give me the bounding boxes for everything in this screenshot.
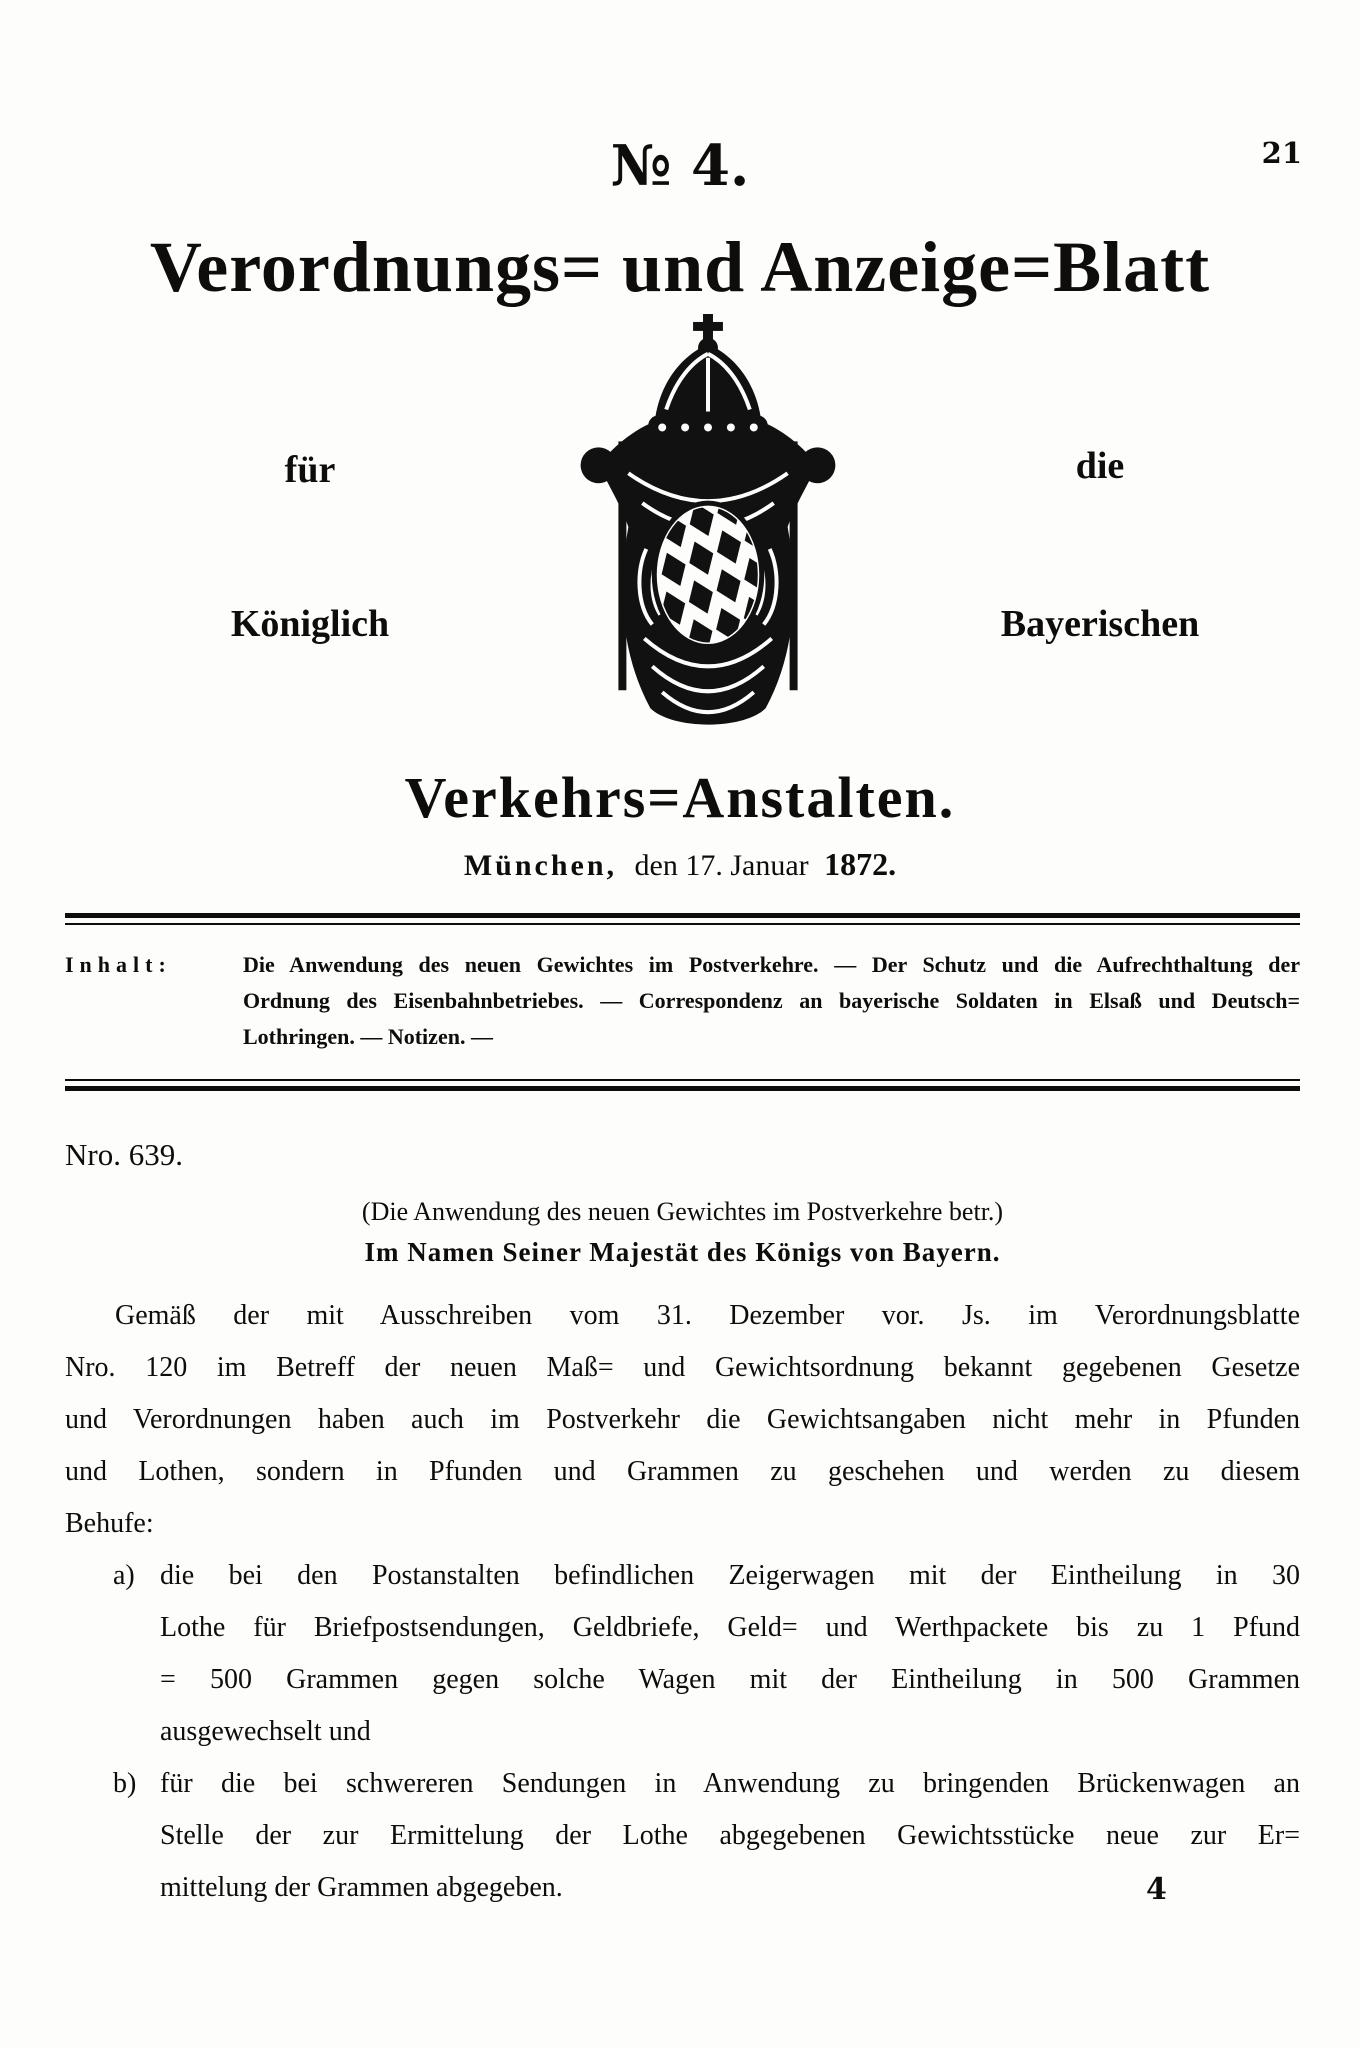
issue-number: № 4. xyxy=(610,133,750,199)
dateline-year: 1872. xyxy=(824,846,897,883)
dateline-city: München, xyxy=(463,849,618,883)
divider-double-rule-top xyxy=(65,913,1300,925)
item-line: Lothe für Briefpostsendungen, Geldbriefe, Geld= und Werthpackete bis zu 1 Pfund xyxy=(160,1612,1300,1644)
masthead-word-die: die xyxy=(1075,445,1125,488)
paragraph-line: und Lothen, sondern in Pfunden und Grammen zu geschehen und werden zu diesem xyxy=(65,1456,1300,1488)
item-line: mittelung der Grammen abgegeben. xyxy=(160,1872,563,1904)
bavarian-royal-coat-of-arms-icon xyxy=(558,314,858,742)
masthead-word-fuer: für xyxy=(284,449,336,492)
inhalt-label: Inhalt: xyxy=(65,952,172,978)
paragraph-line: Gemäß der mit Ausschreiben vom 31. Dezember vor. Js. im Verordnungsblatte xyxy=(115,1300,1300,1332)
item-line: = 500 Grammen gegen solche Wagen mit der Eintheilung in 500 Grammen xyxy=(160,1664,1300,1696)
paragraph-line: Behufe: xyxy=(65,1508,154,1540)
paragraph-line: und Verordnungen haben auch im Postverkehr die Gewichtsangaben nicht mehr in Pfunden xyxy=(65,1404,1300,1436)
masthead-title: Verordnungs= und Anzeige=Blatt xyxy=(149,227,1211,307)
list-item-a xyxy=(65,1550,1300,1758)
rule-thin xyxy=(65,923,1300,925)
sheet-signature-number: 4 xyxy=(1146,1872,1167,1907)
paragraph-line: Nro. 120 im Betreff der neuen Maß= und Gewichtsordnung bekannt gegebenen Gesetze xyxy=(65,1352,1300,1384)
royal-proclamation: Im Namen Seiner Majestät des Königs von Bayern. xyxy=(364,1237,1001,1268)
dateline xyxy=(0,846,1360,883)
dateline-date: den 17. Januar xyxy=(634,849,809,883)
item-line: Stelle der zur Ermittelung der Lothe abgegebenen Gewichtsstücke neue zur Er= xyxy=(160,1820,1300,1852)
masthead-subtitle: Verkehrs=Anstalten. xyxy=(404,765,956,831)
article-subject: (Die Anwendung des neuen Gewichtes im Postverkehre betr.) xyxy=(361,1197,1004,1227)
item-line: für die bei schwereren Sendungen in Anwendung zu bringenden Brückenwagen an xyxy=(160,1768,1300,1800)
article-paragraph xyxy=(65,1290,1300,1550)
inhalt-line: Die Anwendung des neuen Gewichtes im Postverkehre. — Der Schutz und die Aufrechthaltung der xyxy=(243,952,1300,978)
inhalt-section xyxy=(65,947,1300,1055)
rule-thick xyxy=(65,913,1300,918)
inhalt-line: Lothringen. — Notizen. — xyxy=(243,1024,493,1050)
item-line: die bei den Postanstalten befindlichen Zeigerwagen mit der Eintheilung in 30 xyxy=(160,1560,1300,1592)
rule-thick xyxy=(65,1086,1300,1091)
masthead-word-koeniglich: Königlich xyxy=(230,603,390,646)
item-line: ausgewechselt und xyxy=(160,1716,371,1748)
inhalt-line: Ordnung des Eisenbahnbetriebes. — Correspondenz an bayerische Soldaten in Elsaß und Deutsch= xyxy=(243,988,1300,1014)
page-number-top: 21 xyxy=(1261,136,1302,170)
item-marker-a: a) xyxy=(113,1560,135,1592)
masthead-crest-band xyxy=(0,310,1360,745)
article-number: Nro. 639. xyxy=(65,1137,183,1173)
masthead-word-bayerischen: Bayerischen xyxy=(1000,603,1200,646)
divider-double-rule-bottom xyxy=(65,1079,1300,1091)
list-item-b xyxy=(65,1758,1300,1914)
rule-thin xyxy=(65,1079,1300,1081)
item-marker-b: b) xyxy=(113,1768,137,1800)
